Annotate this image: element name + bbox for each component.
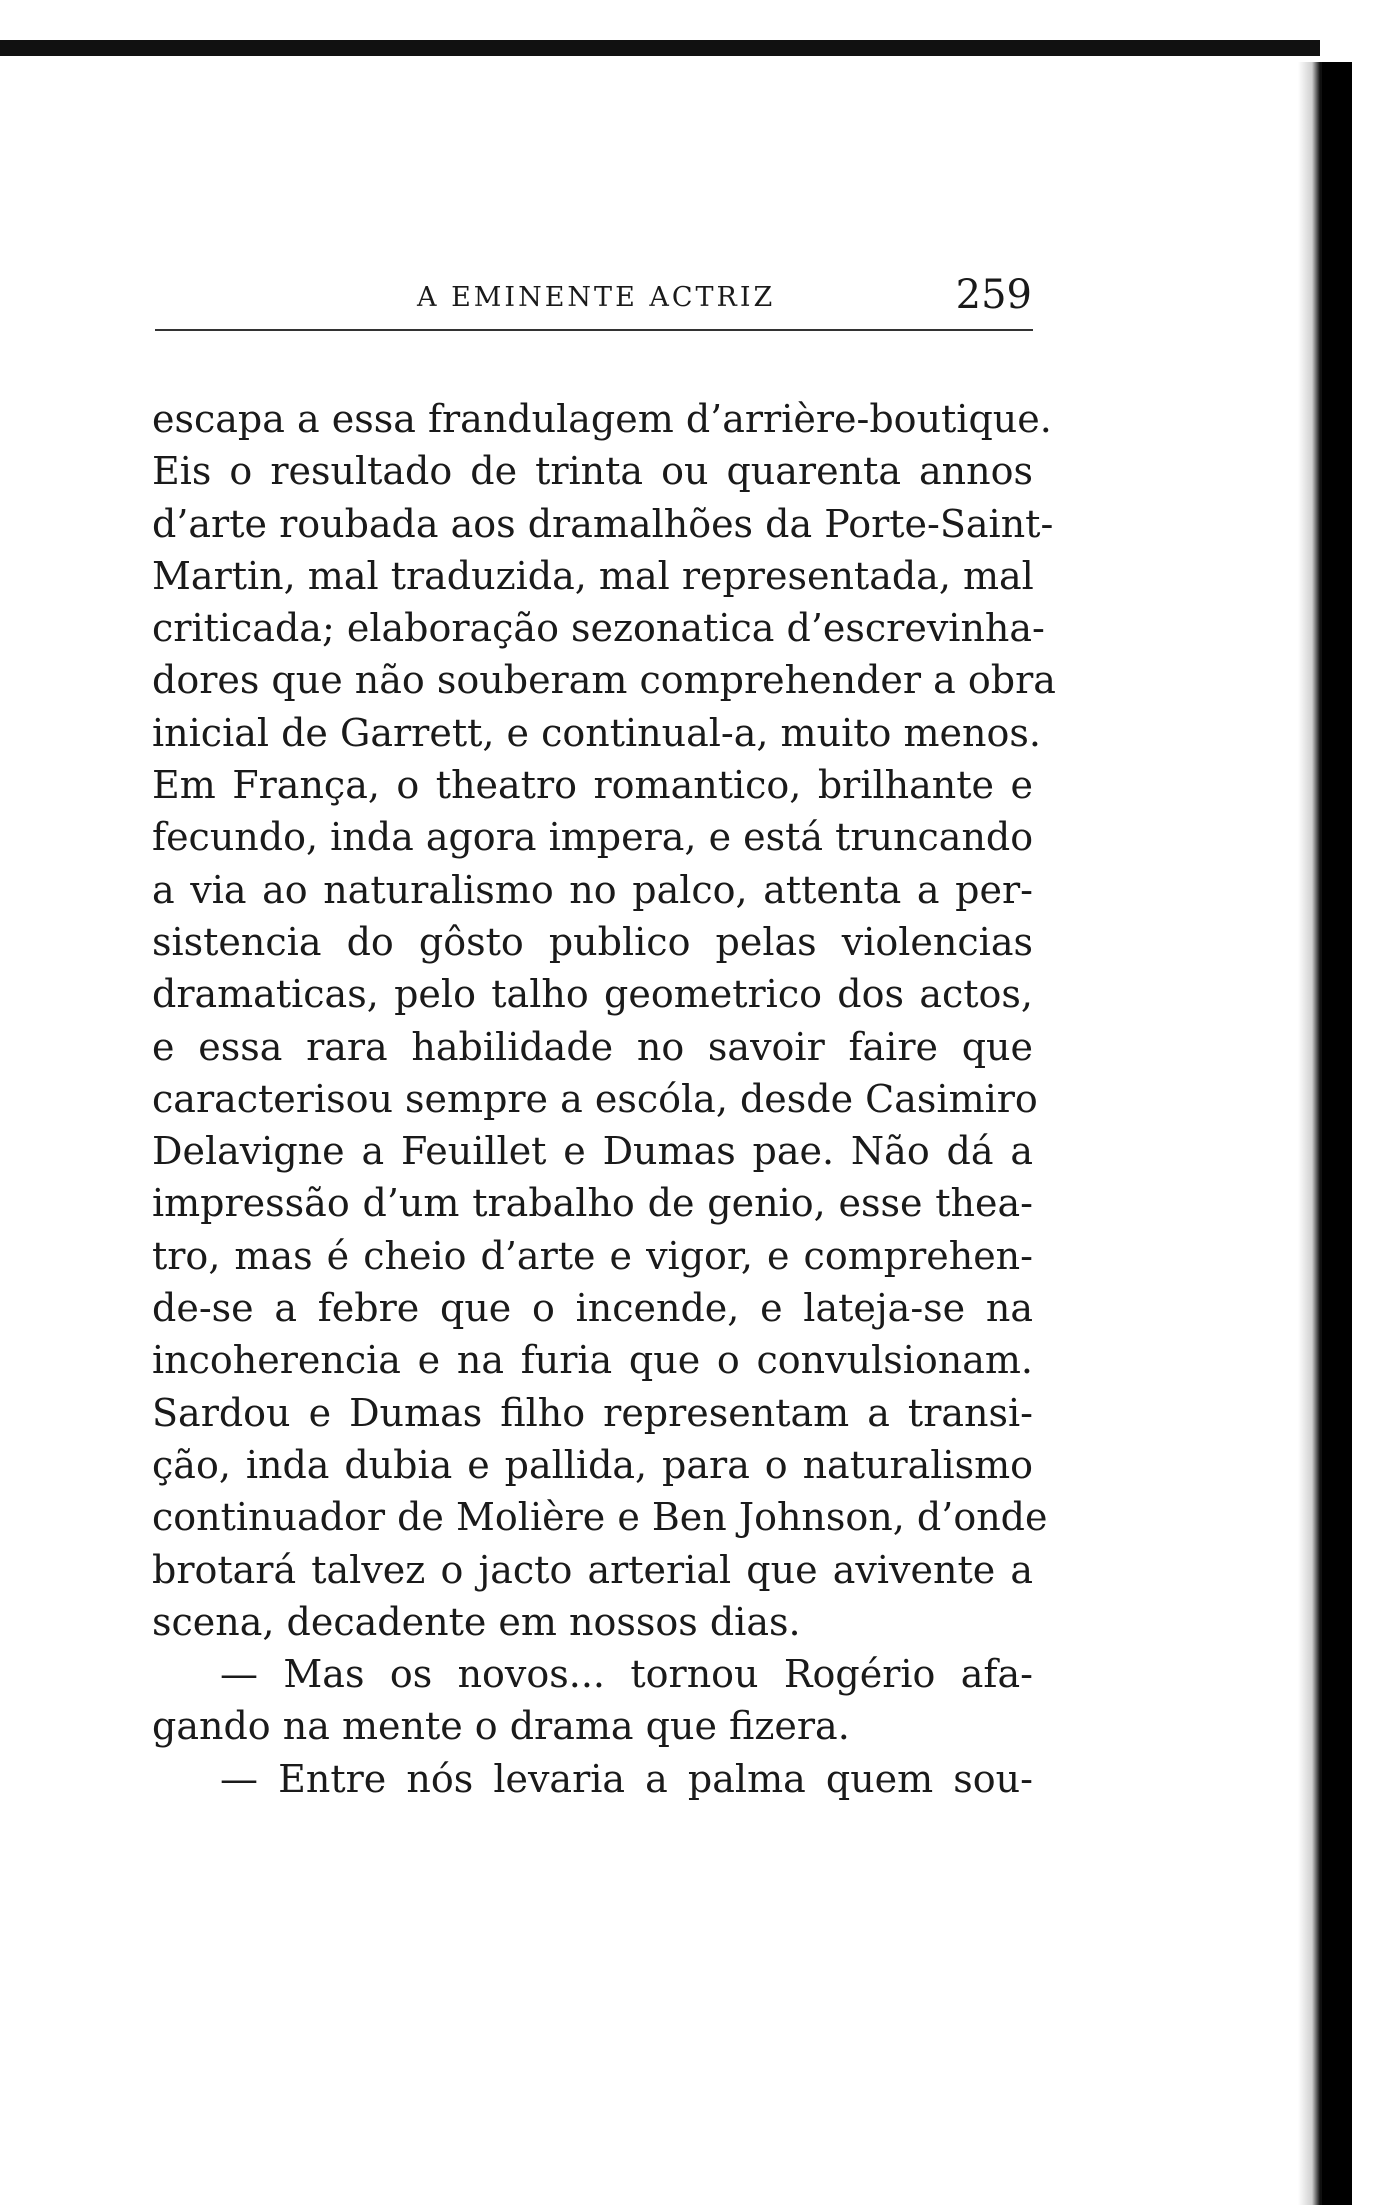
dialogue-line: — Mas os novos... tornou Rogério afa-	[220, 1652, 1033, 1697]
text-line: Sardou e Dumas filho representam a transi-	[152, 1390, 1033, 1435]
header-rule	[155, 329, 1033, 331]
text-line: Eis o resultado de trinta ou quarenta annos	[152, 449, 1033, 494]
dialogue-line: — Entre nós levaria a palma quem sou-	[220, 1756, 1033, 1801]
page-header	[152, 272, 1032, 328]
text-line: incoherencia e na furia que o convulsionam.	[152, 1338, 1033, 1383]
text-line: gando na mente o drama que fizera.	[152, 1704, 850, 1749]
text-line: tro, mas é cheio d’arte e vigor, e comprehen-	[152, 1233, 1033, 1278]
text-line: Delavigne a Feuillet e Dumas pae. Não dá a	[152, 1129, 1033, 1174]
text-line: fecundo, inda agora impera, e está truncando	[152, 815, 1034, 860]
text-line: e essa rara habilidade no savoir faire que	[152, 1024, 1033, 1069]
running-title: A EMINENTE ACTRIZ	[417, 282, 776, 313]
text-line: criticada; elaboração sezonatica d’escrevinha-	[152, 606, 1045, 651]
text-line: continuador de Molière e Ben Johnson, d’onde	[152, 1495, 1048, 1540]
scan-top-border	[0, 40, 1320, 56]
text-line: scena, decadente em nossos dias.	[152, 1599, 801, 1644]
text-line: ção, inda dubia e pallida, para o naturalismo	[152, 1442, 1033, 1487]
text-line: Martin, mal traduzida, mal representada, mal	[152, 553, 1034, 598]
page-number: 259	[955, 272, 1032, 318]
text-line: impressão d’um trabalho de genio, esse thea-	[152, 1181, 1033, 1226]
text-line: sistencia do gôsto publico pelas violencias	[152, 919, 1033, 964]
text-line: brotará talvez o jacto arterial que avivente a	[152, 1547, 1033, 1592]
scan-right-edge	[1322, 62, 1352, 2205]
text-line: d’arte roubada aos dramalhões da Porte-Saint-	[152, 501, 1054, 546]
text-line: Em França, o theatro romantico, brilhante e	[152, 763, 1033, 808]
text-line: inicial de Garrett, e continual-a, muito menos.	[152, 710, 1041, 755]
text-line: escapa a essa frandulagem d’arrière-boutique.	[152, 397, 1052, 441]
text-line: dores que não souberam comprehender a obra	[152, 658, 1056, 703]
text-line: a via ao naturalismo no palco, attenta a per-	[152, 867, 1033, 912]
text-line: de-se a febre que o incende, e lateja-se na	[152, 1286, 1033, 1331]
text-line: caracterisou sempre a escóla, desde Casimiro	[152, 1076, 1038, 1121]
text-line: dramaticas, pelo talho geometrico dos actos,	[152, 972, 1033, 1017]
body-text	[152, 393, 1056, 1805]
